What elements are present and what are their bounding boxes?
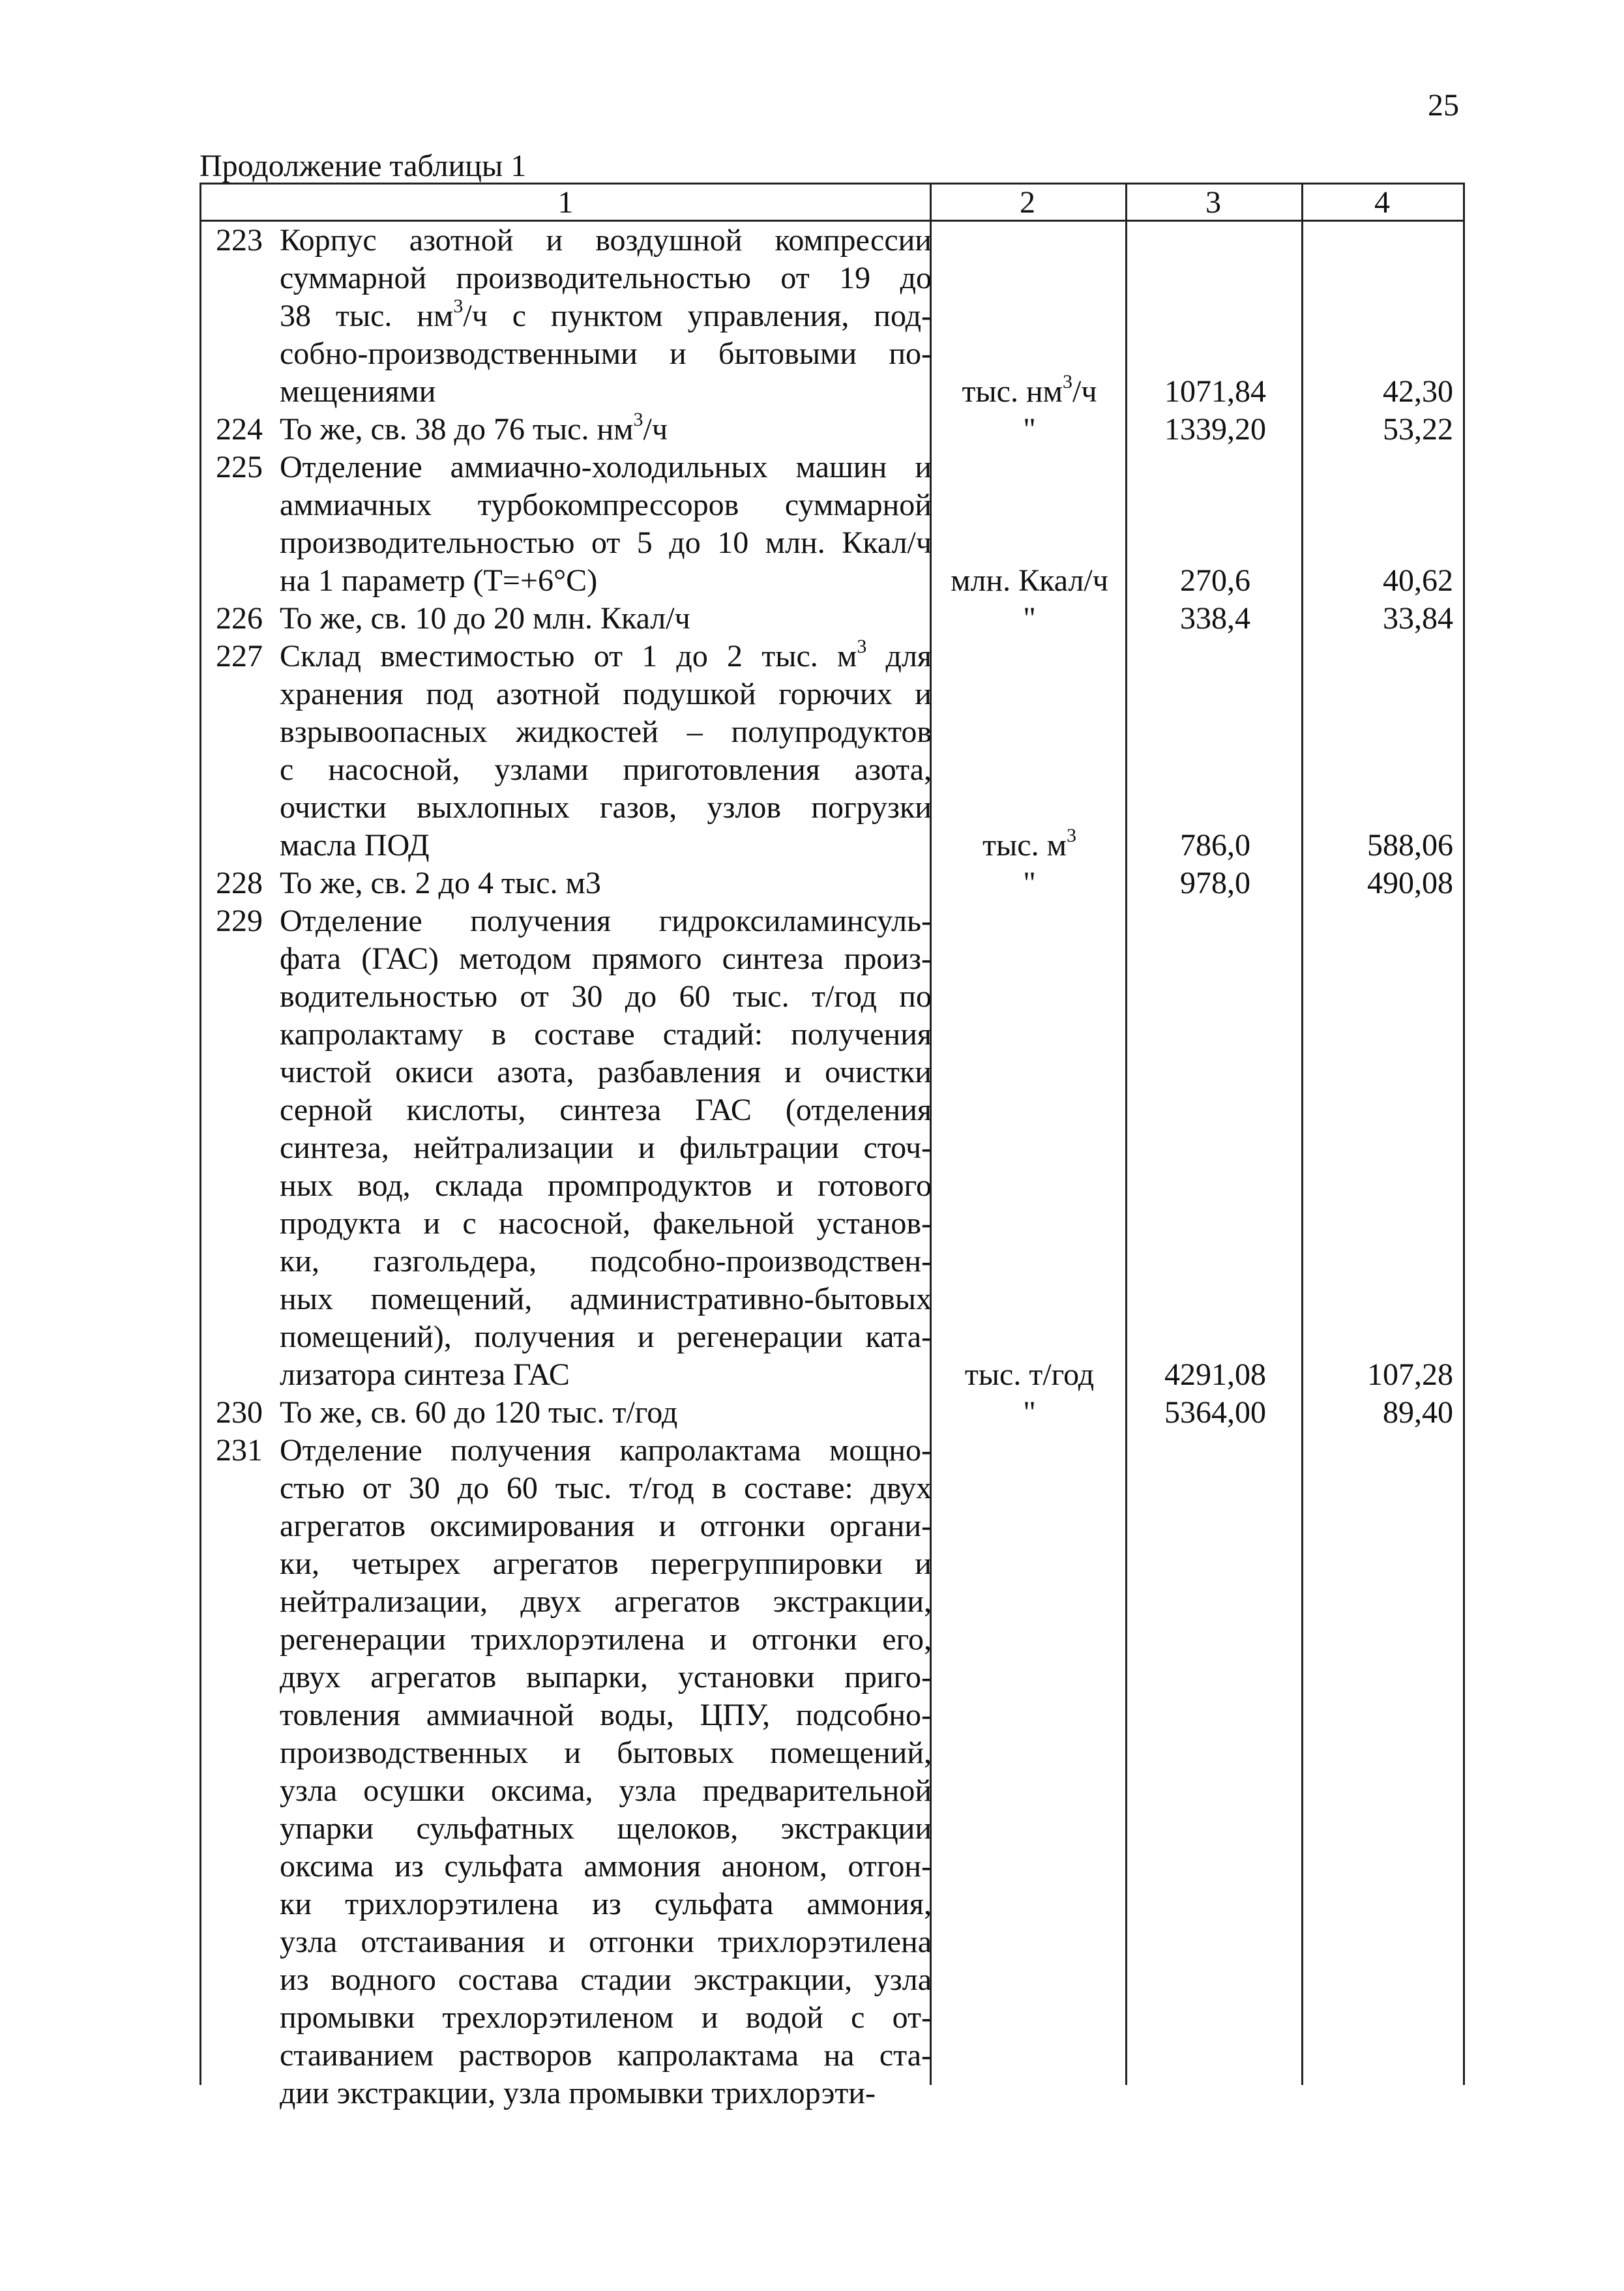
row-value-4: 53,22	[1383, 412, 1453, 447]
description-line: ки трихлорэтилена из сульфата аммония,	[280, 1887, 932, 1921]
description-line: из водного состава стадии экстракции, узла	[280, 1962, 932, 1997]
row-unit: "	[1023, 601, 1036, 636]
table-row	[201, 865, 1463, 902]
table-row	[201, 638, 1463, 865]
description-line: ки, газгольдера, подсобно-производствен-	[280, 1244, 932, 1279]
header-cell-1: 1	[557, 185, 574, 220]
row-description	[280, 1394, 932, 1432]
row-value-4: 490,08	[1367, 866, 1453, 900]
description-line: Отделение аммиачно-холодильных машин и	[280, 450, 932, 484]
description-line: мещениями	[280, 374, 436, 409]
row-value-3: 978,0	[1180, 866, 1250, 900]
header-cell-2: 2	[1020, 185, 1035, 220]
description-line: То же, св. 2 до 4 тыс. м3	[280, 866, 601, 900]
row-value-3: 5364,00	[1164, 1395, 1266, 1430]
row-value-3: 1071,84	[1164, 374, 1266, 409]
header-cell-3: 3	[1205, 185, 1221, 220]
table	[199, 183, 1465, 2110]
description-line: хранения под азотной подушкой горючих и	[280, 677, 932, 711]
row-value-4: 588,06	[1367, 828, 1453, 863]
description-line: дии экстракции, узла промывки трихлорэти-	[280, 2076, 876, 2110]
description-line: ки, четырех агрегатов перегруппировки и	[280, 1546, 932, 1581]
row-unit: млн. Ккал/ч	[951, 563, 1108, 598]
description-line: производственных и бытовых помещений,	[280, 1736, 932, 1770]
table-header-row	[201, 183, 1463, 222]
description-line: промывки трехлорэтиленом и водой с от-	[280, 2000, 932, 2035]
description-line: Отделение получения капролактама мощно-	[280, 1433, 932, 1468]
description-line: фата (ГАС) методом прямого синтеза произ-	[280, 941, 932, 976]
description-line: собно-производственными и бытовыми по-	[280, 336, 932, 371]
description-line: очистки выхлопных газов, узлов погрузки	[280, 790, 932, 825]
description-line: суммарной производительностью от 19 до	[280, 261, 932, 295]
table-row	[201, 222, 1463, 411]
row-number: 225	[216, 450, 263, 484]
row-number: 227	[216, 639, 263, 673]
description-line: Корпус азотной и воздушной компрессии	[280, 223, 932, 258]
description-line: продукта и с насосной, факельной установ-	[280, 1206, 932, 1241]
description-line: 38 тыс. $нм^3/ч$ с пунктом управления, под-	[280, 295, 932, 333]
table-row	[201, 1432, 1463, 2112]
description-line: Отделение получения гидроксиламинсуль-	[280, 904, 932, 938]
description-line: ных вод, склада промпродуктов и готового	[280, 1168, 932, 1203]
description-line: узла осушки оксима, узла предварительной	[280, 1773, 932, 1808]
row-description	[280, 222, 932, 411]
row-value-4: 33,84	[1383, 601, 1453, 636]
row-value-4: 42,30	[1383, 374, 1453, 409]
description-line: с насосной, узлами приготовления азота,	[280, 752, 932, 787]
description-line: оксима из сульфата аммония аноном, отгон-	[280, 1849, 932, 1884]
table-body	[201, 222, 1463, 2112]
description-line: агрегатов оксимирования и отгонки органи-	[280, 1509, 932, 1543]
row-number: 229	[216, 904, 263, 938]
row-description	[280, 902, 932, 1394]
description-line: производительностью от 5 до 10 млн. Ккал/ч	[280, 525, 932, 560]
table-row	[201, 1394, 1463, 1432]
table-row	[201, 449, 1463, 600]
row-value-3: 786,0	[1180, 828, 1250, 863]
row-unit: тыс. т/год	[964, 1357, 1095, 1392]
description-line: нейтрализации, двух агрегатов экстракции,	[280, 1584, 932, 1619]
table-row	[201, 411, 1463, 449]
row-number: 224	[216, 412, 263, 447]
row-description	[280, 449, 932, 600]
description-line: узла отстаивания и отгонки трихлорэтилена	[280, 1925, 932, 1959]
header-cell-4: 4	[1374, 185, 1390, 220]
row-value-4: 89,40	[1383, 1395, 1453, 1430]
table-row	[201, 600, 1463, 638]
row-value-3: 4291,08	[1164, 1357, 1266, 1392]
description-line: регенерации трихлорэтилена и отгонки его,	[280, 1622, 932, 1657]
description-line: То же, св. 60 до 120 тыс. т/год	[280, 1395, 678, 1430]
row-description	[280, 638, 932, 865]
description-line: двух агрегатов выпарки, установки приго-	[280, 1660, 932, 1694]
description-line: серной кислоты, синтеза ГАС (отделения	[280, 1093, 932, 1127]
description-line: стаиванием растворов капролактама на ста-	[280, 2038, 932, 2073]
description-line: синтеза, нейтрализации и фильтрации сточ-	[280, 1131, 932, 1165]
description-line: водительностью от 30 до 60 тыс. т/год по	[280, 979, 932, 1014]
row-unit: "	[1023, 1395, 1036, 1430]
row-description	[280, 865, 932, 902]
row-value-4: 40,62	[1383, 563, 1453, 598]
row-value-3: 338,4	[1180, 601, 1250, 636]
description-line: на 1 параметр (Т=+6°С)	[280, 563, 598, 598]
page-number: 25	[1428, 88, 1459, 123]
description-line: аммиачных турбокомпрессоров суммарной	[280, 488, 932, 522]
description-line: товления аммиачной воды, ЦПУ, подсобно-	[280, 1698, 932, 1732]
description-line: лизатора синтеза ГАС	[280, 1357, 570, 1392]
description-line: упарки сульфатных щелоков, экстракции	[280, 1811, 932, 1846]
description-line: капролактаму в составе стадий: получения	[280, 1017, 932, 1052]
row-number: 226	[216, 601, 263, 636]
description-line: То же, св. 10 до 20 млн. Ккал/ч	[280, 601, 690, 636]
description-line: взрывоопасных жидкостей – полупродуктов	[280, 715, 932, 749]
row-value-3: 270,6	[1180, 563, 1250, 598]
table-row	[201, 902, 1463, 1394]
row-value-4: 107,28	[1367, 1357, 1453, 1392]
description-line: чистой окиси азота, разбавления и очистки	[280, 1055, 932, 1089]
row-description	[280, 600, 932, 638]
row-unit: "	[1023, 412, 1036, 447]
row-description	[280, 1432, 932, 2112]
row-unit: тыс. $нм^3/ч$	[962, 371, 1097, 409]
row-number: 228	[216, 866, 263, 900]
description-line: помещений), получения и регенерации ката-	[280, 1320, 932, 1354]
description-line: ных помещений, административно-бытовых	[280, 1282, 932, 1316]
description-line: Склад вместимостью от 1 до 2 тыс. $м^3$ для	[280, 636, 932, 673]
row-unit: "	[1023, 866, 1036, 900]
row-value-3: 1339,20	[1164, 412, 1266, 447]
row-unit: тыс. $м^3$	[982, 825, 1076, 863]
description-line: стью от 30 до 60 тыс. т/год в составе: двух	[280, 1471, 932, 1505]
row-description	[280, 411, 932, 449]
table-caption: Продолжение таблицы 1	[199, 149, 527, 183]
row-number: 230	[216, 1395, 263, 1430]
row-number: 231	[216, 1433, 263, 1468]
description-line: масла ПОД	[280, 828, 430, 863]
description-line: То же, св. 38 до 76 тыс. $нм^3/ч$	[280, 409, 668, 447]
row-number: 223	[216, 223, 263, 258]
